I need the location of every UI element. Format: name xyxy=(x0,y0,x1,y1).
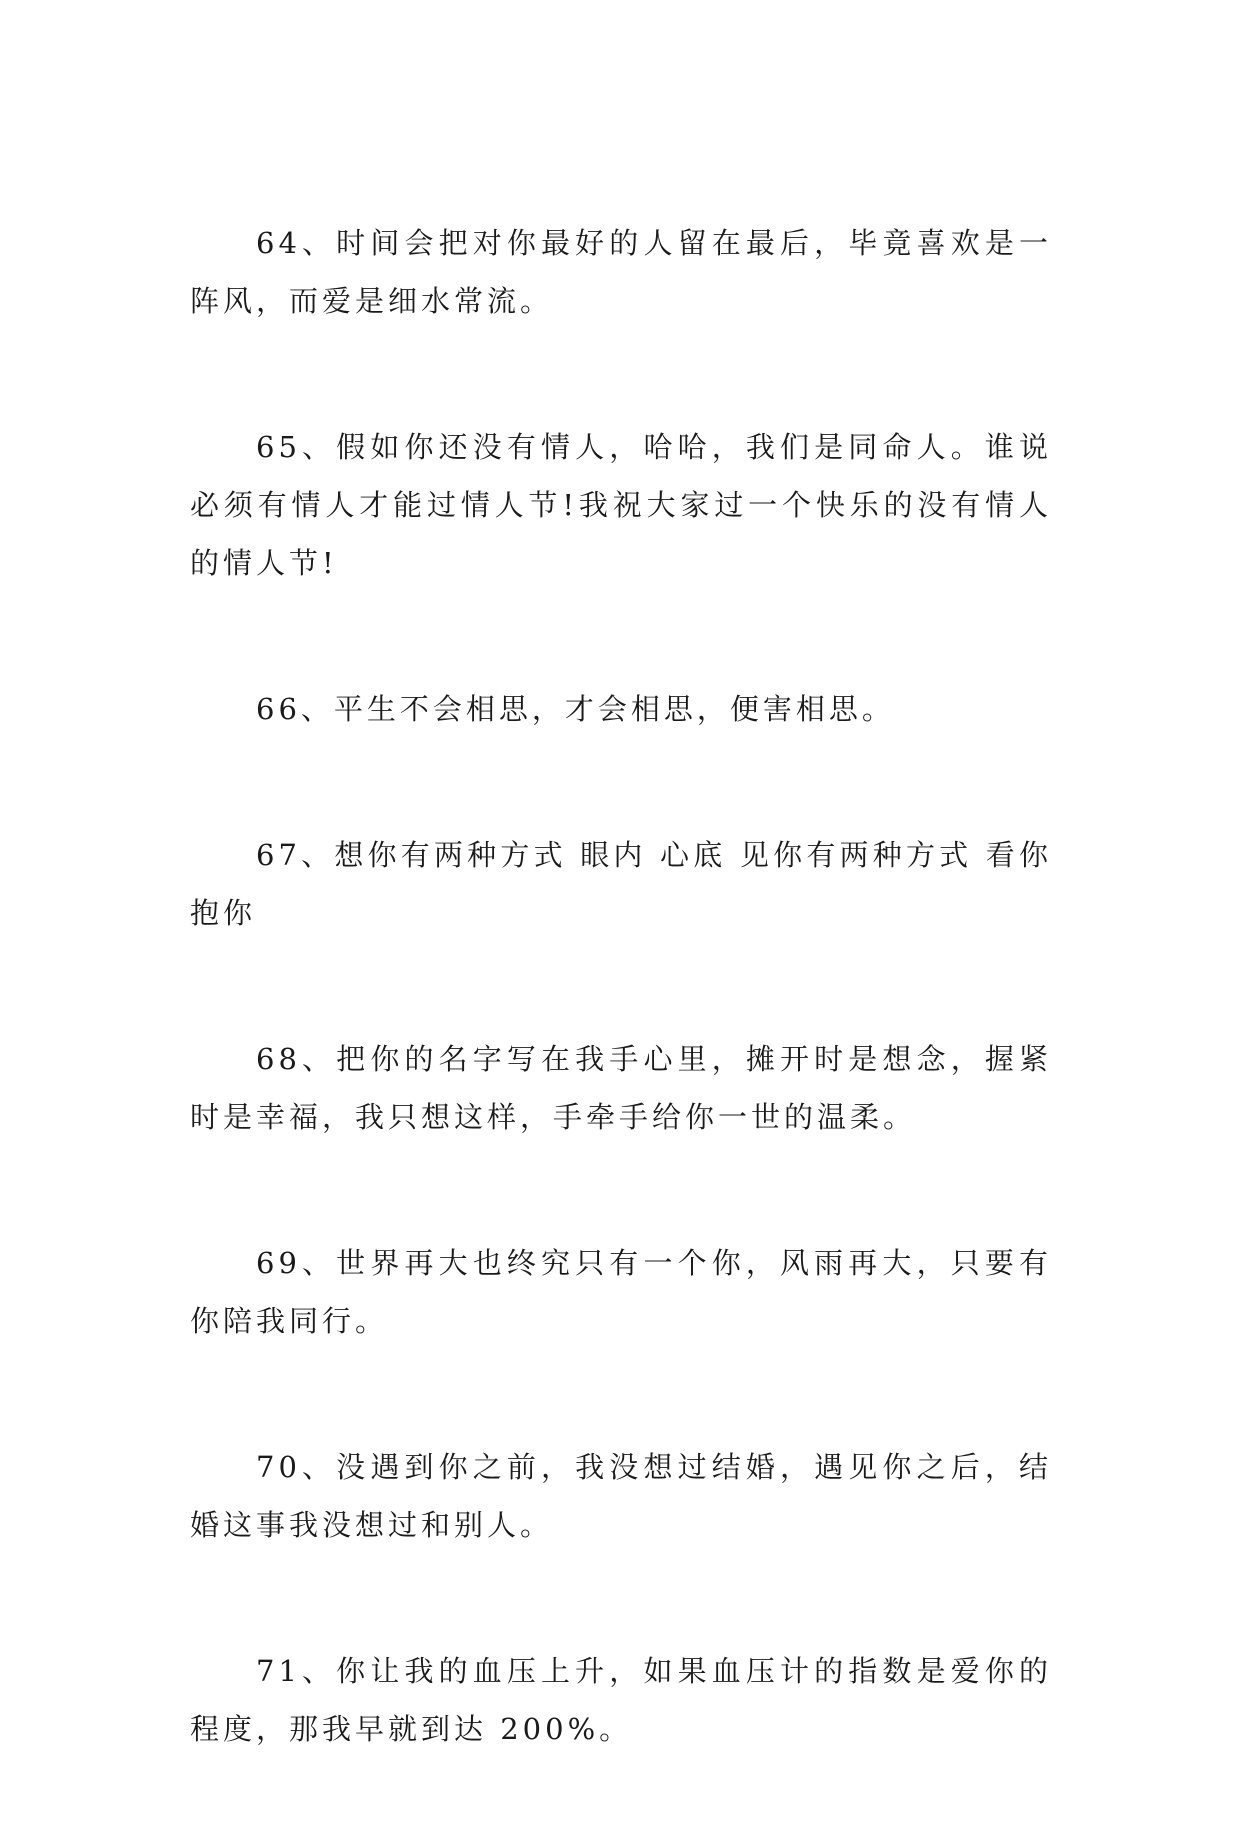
entry-list xyxy=(190,214,1052,1846)
entry-69: 69、世界再大也终究只有一个你，风雨再大，只要有你陪我同行。 xyxy=(190,1246,1052,1338)
entry-70: 70、没遇到你之前，我没想过结婚，遇见你之后，结婚这事我没想过和别人。 xyxy=(190,1450,1052,1542)
entry-68: 68、把你的名字写在我手心里，摊开时是想念，握紧时是幸福，我只想这样，手牵手给你一世的温柔。 xyxy=(190,1042,1052,1134)
entry-65: 65、假如你还没有情人，哈哈，我们是同命人。谁说必须有情人才能过情人节!我祝大家过一个快乐的没有情人的情人节! xyxy=(190,430,1052,580)
entry-67: 67、想你有两种方式 眼内 心底 见你有两种方式 看你抱你 xyxy=(190,838,1052,930)
entry-64: 64、时间会把对你最好的人留在最后，毕竟喜欢是一阵风，而爱是细水常流。 xyxy=(190,226,1052,318)
entry-66: 66、平生不会相思，才会相思，便害相思。 xyxy=(256,692,895,726)
entry-71: 71、你让我的血压上升，如果血压计的指数是爱你的程度，那我早就到达 200%。 xyxy=(190,1654,1052,1746)
